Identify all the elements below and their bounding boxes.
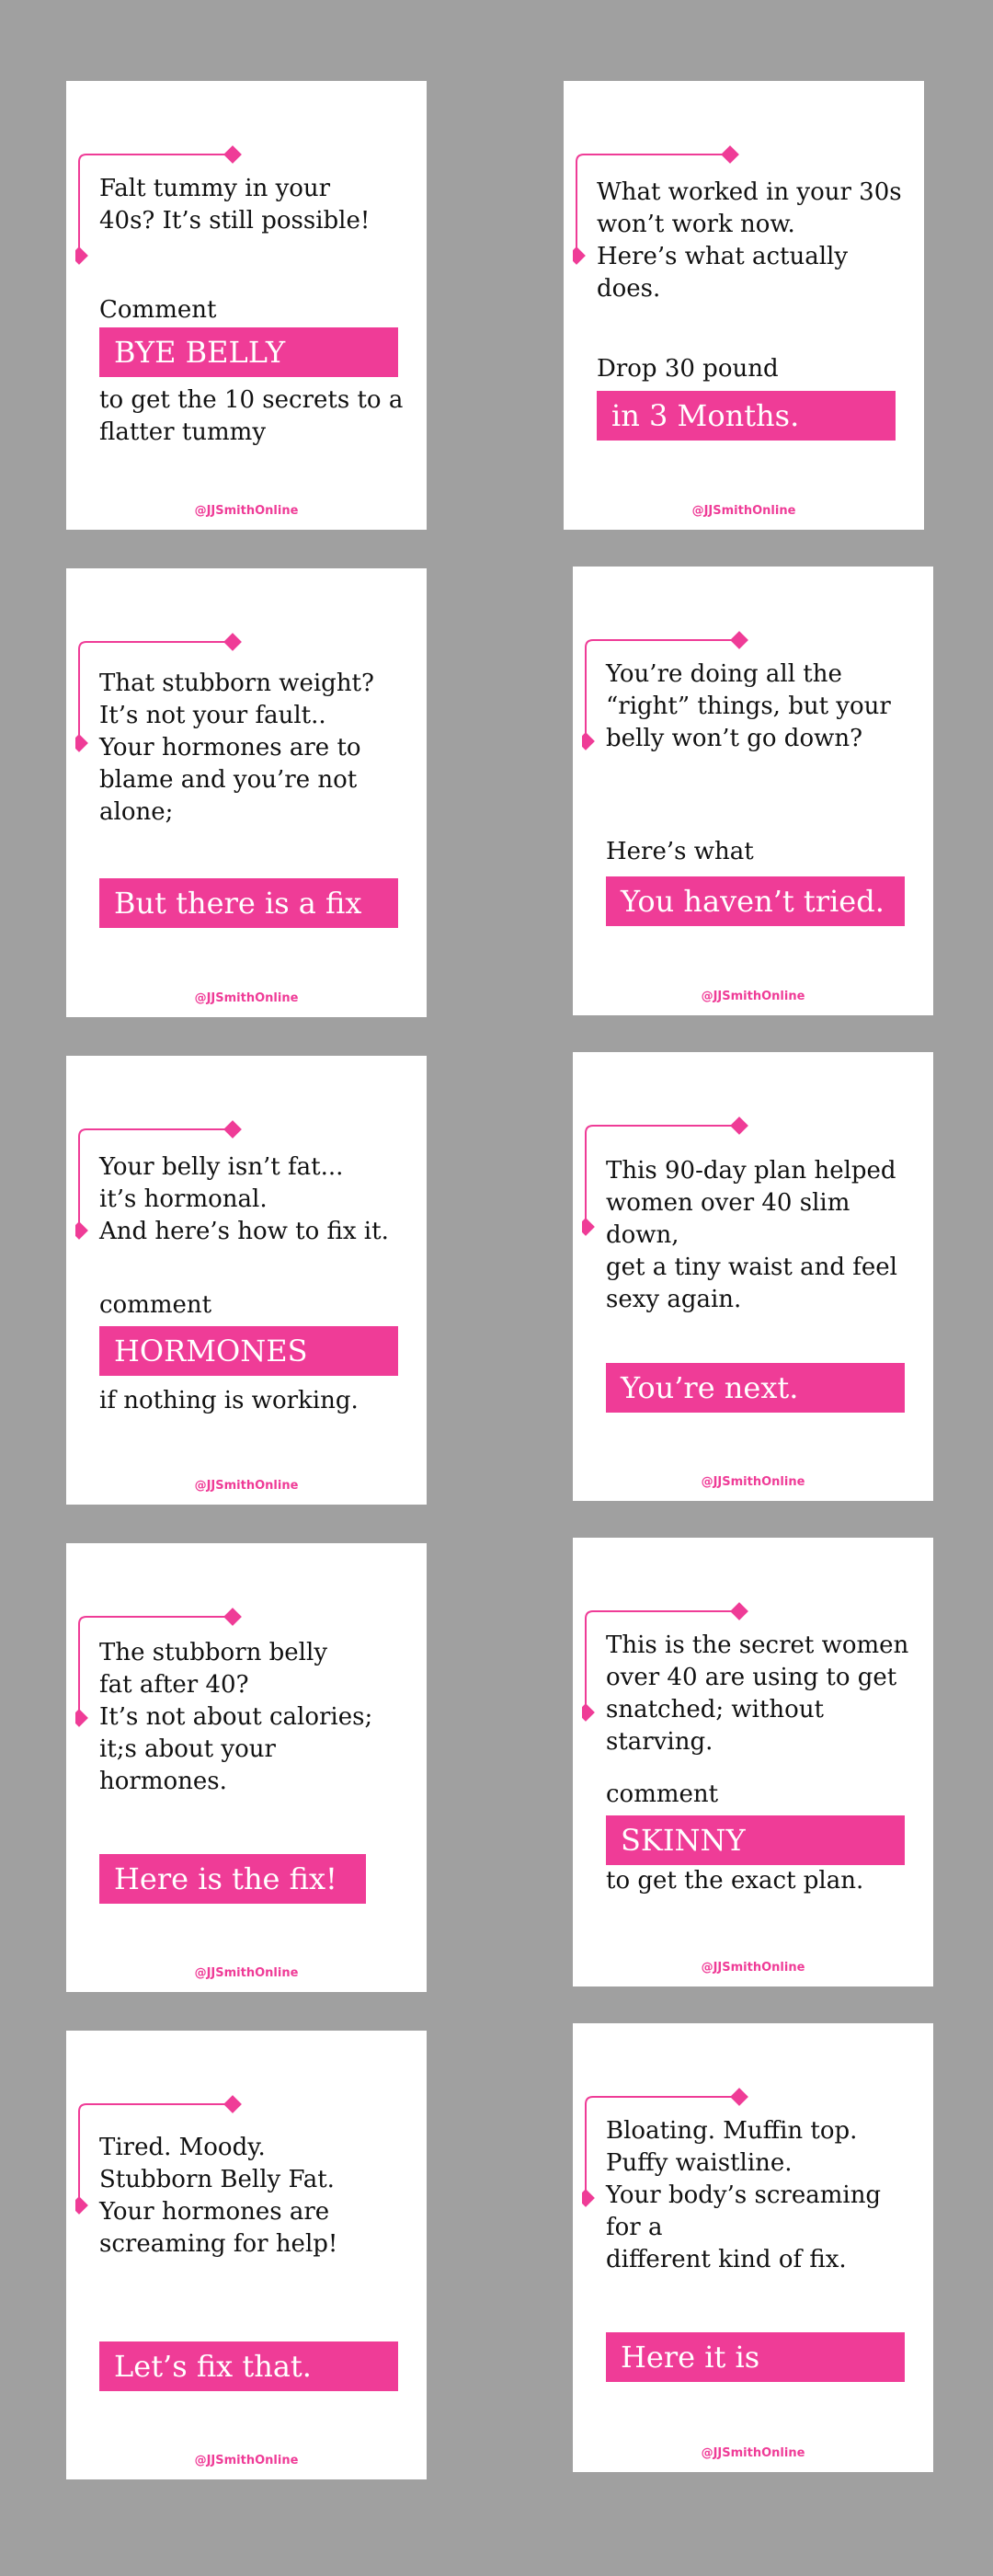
author-handle: @JJSmithOnline: [691, 504, 796, 518]
card-trailing-text: if nothing is working.: [99, 1387, 359, 1414]
author-handle: @JJSmithOnline: [701, 1961, 805, 1975]
card-trailing-text: to get the 10 secrets to a flatter tummy: [99, 386, 404, 446]
card-headline: You’re doing all the “right” things, but your belly won’t go down?: [606, 660, 891, 752]
card-lead-text: Here’s what: [606, 838, 754, 865]
card-headline: Bloating. Muffin top. Puffy waistline. Your body’s screaming for a different kind of fix.: [606, 2117, 882, 2273]
card-headline: This 90-day plan helped women over 40 slim down, get a tiny waist and feel sexy again.: [606, 1157, 897, 1313]
card-banner: in 3 Months.: [597, 391, 896, 441]
card-lead-text: Drop 30 pound: [597, 355, 779, 383]
card-lead-text: comment: [606, 1780, 719, 1808]
card-lead-text: Comment: [99, 296, 217, 324]
card-headline: Falt tummy in your 40s? It’s still possible!: [99, 175, 371, 235]
card-banner: But there is a fix: [99, 878, 398, 928]
author-handle: @JJSmithOnline: [194, 1479, 299, 1493]
author-handle: @JJSmithOnline: [701, 990, 805, 1003]
card-banner: You haven’t tried.: [606, 876, 905, 926]
card-headline: Tired. Moody. Stubborn Belly Fat. Your hormones are screaming for help!: [99, 2134, 338, 2258]
card-banner: BYE BELLY: [99, 327, 398, 377]
post-card-skinny: [573, 1538, 933, 1986]
card-headline: What worked in your 30s won’t work now. Here’s what actually does.: [597, 178, 902, 303]
author-handle: @JJSmithOnline: [194, 504, 299, 518]
card-banner: Here it is: [606, 2332, 905, 2382]
author-handle: @JJSmithOnline: [194, 991, 299, 1005]
card-lead-text: comment: [99, 1291, 212, 1319]
card-banner: SKINNY: [606, 1815, 905, 1865]
post-card-youre-next: [573, 1052, 933, 1501]
post-card-stubborn-weight: [66, 568, 427, 1017]
post-card-here-it-is: [573, 2023, 933, 2472]
card-headline: This is the secret women over 40 are using to get snatched; without starving.: [606, 1631, 909, 1756]
card-headline: The stubborn belly fat after 40? It’s not about calories; it;s about your hormones.: [99, 1639, 373, 1795]
card-banner: You’re next.: [606, 1363, 905, 1413]
card-trailing-text: to get the exact plan.: [606, 1867, 864, 1895]
post-card-hormones: [66, 1056, 427, 1505]
card-headline: Your belly isn’t fat... it’s hormonal. And here’s how to fix it.: [99, 1153, 389, 1245]
post-card-bye-belly: [66, 81, 427, 530]
author-handle: @JJSmithOnline: [701, 2446, 805, 2460]
post-card-here-is-the-fix: [66, 1543, 427, 1992]
card-banner: Let’s fix that.: [99, 2341, 398, 2391]
card-banner: Here is the fix!: [99, 1854, 366, 1904]
card-banner: HORMONES: [99, 1326, 398, 1376]
author-handle: @JJSmithOnline: [194, 2454, 299, 2467]
post-card-lets-fix-that: [66, 2031, 427, 2479]
post-card-drop-30-pound: [564, 81, 924, 530]
post-card-havent-tried: [573, 567, 933, 1015]
author-handle: @JJSmithOnline: [701, 1475, 805, 1489]
author-handle: @JJSmithOnline: [194, 1966, 299, 1980]
card-headline: That stubborn weight? It’s not your fault.. Your hormones are to blame and you’re not alone;: [99, 670, 374, 826]
